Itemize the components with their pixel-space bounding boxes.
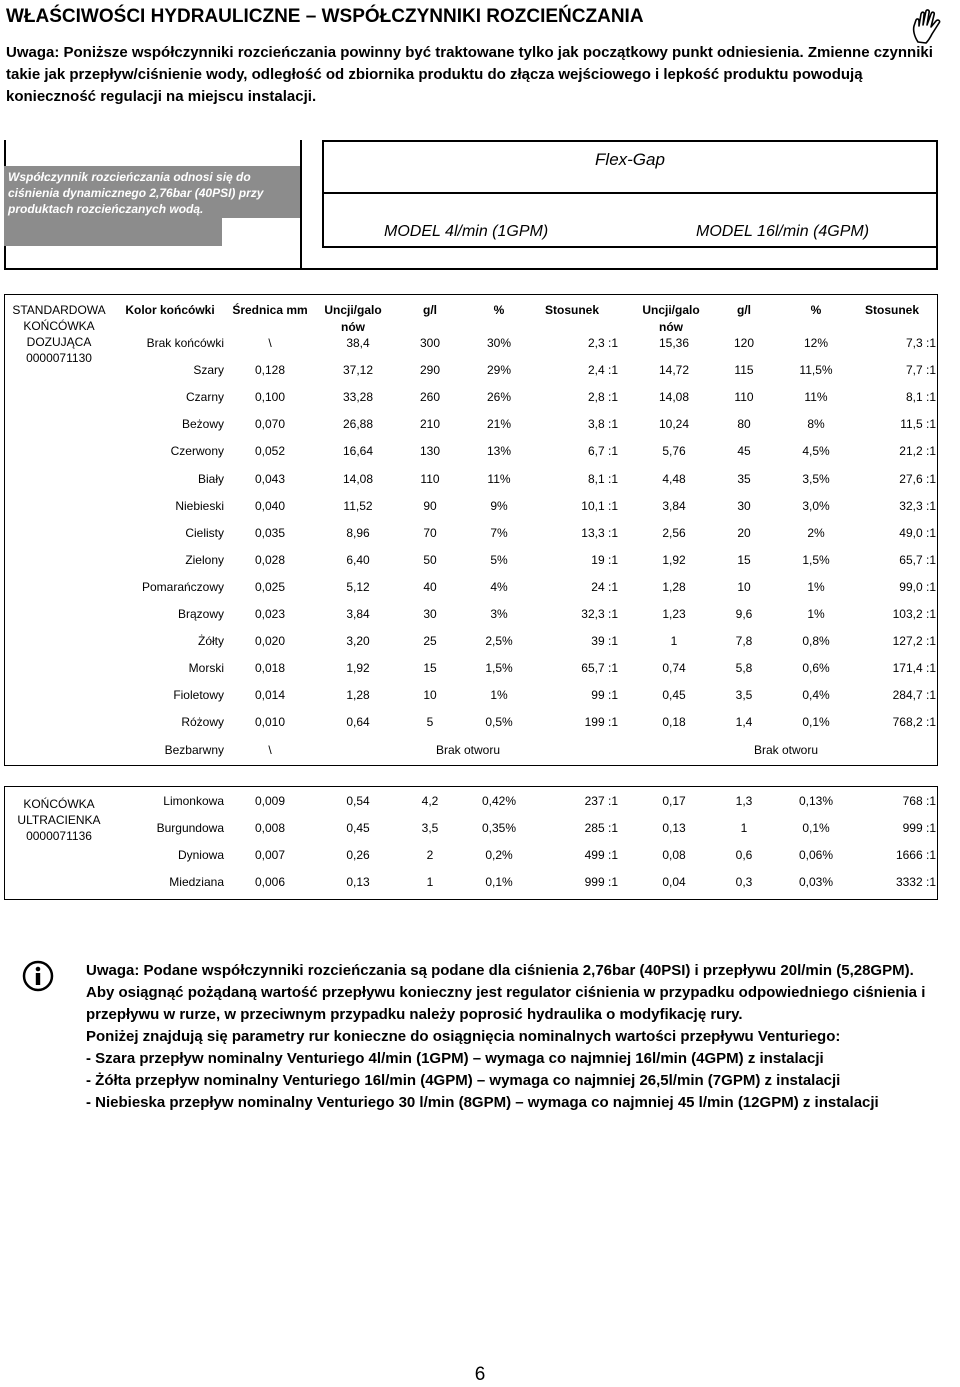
table-cell: 40 bbox=[423, 580, 437, 594]
table-cell: 13% bbox=[486, 444, 512, 458]
table-cell: 0,128 bbox=[254, 363, 286, 377]
table-cell: 284,7 :1 bbox=[892, 688, 936, 702]
table-cell: 0,35% bbox=[481, 821, 517, 835]
table-cell: 0,028 bbox=[254, 553, 286, 567]
table-cell: 171,4 :1 bbox=[892, 661, 936, 675]
table-cell: Pomarańczowy bbox=[141, 580, 224, 594]
table-cell: 1,92 bbox=[662, 553, 686, 567]
table-cell: 37,12 bbox=[342, 363, 374, 377]
table-cell: Niebieski bbox=[175, 499, 224, 513]
table-cell: 499 :1 bbox=[584, 848, 618, 862]
table-cell: 0,014 bbox=[254, 688, 286, 702]
table-cell: 130 bbox=[419, 444, 441, 458]
table-cell: Żółty bbox=[197, 634, 224, 648]
table-cell: 25 bbox=[423, 634, 437, 648]
table-cell: \ bbox=[268, 336, 272, 350]
table-cell: 30% bbox=[486, 336, 512, 350]
table-cell: 0,052 bbox=[254, 444, 286, 458]
header-pct-m2: % bbox=[810, 303, 822, 317]
table-cell: Fioletowy bbox=[173, 688, 224, 702]
table-cell: 0,1% bbox=[485, 875, 513, 889]
table-cell: 49,0 :1 bbox=[899, 526, 936, 540]
table-cell: 1,5% bbox=[802, 553, 830, 567]
table-cell: 65,7 :1 bbox=[581, 661, 618, 675]
table-cell: 999 :1 bbox=[584, 875, 618, 889]
table-cell: Beżowy bbox=[181, 417, 224, 431]
table-cell: 0,5% bbox=[485, 715, 513, 729]
table-cell: 0,03% bbox=[798, 875, 834, 889]
table-cell: \ bbox=[268, 743, 272, 757]
table-cell: 6,7 :1 bbox=[587, 444, 618, 458]
table-cell: 8,1 :1 bbox=[905, 390, 936, 404]
table-cell: 10 bbox=[423, 688, 437, 702]
table-cell: 35 bbox=[737, 472, 751, 486]
table-cell: 4,5% bbox=[802, 444, 830, 458]
table-cell: 2,8 :1 bbox=[587, 390, 618, 404]
table-cell: 21% bbox=[486, 417, 512, 431]
table-cell: 0,17 bbox=[662, 794, 686, 808]
table-cell: 4,48 bbox=[662, 472, 686, 486]
table-cell: 11,5% bbox=[799, 363, 833, 377]
table-cell: 32,3 :1 bbox=[581, 607, 618, 621]
table-cell: 99 :1 bbox=[591, 688, 618, 702]
table-cell: 14,08 bbox=[342, 472, 374, 486]
table-cell: 1% bbox=[807, 607, 825, 621]
table-cell: Brak otworu bbox=[753, 743, 819, 757]
table-cell: 1 bbox=[670, 634, 678, 648]
table-cell: 2 bbox=[426, 848, 434, 862]
table-cell: 45 bbox=[737, 444, 751, 458]
notes-block bbox=[86, 960, 956, 1114]
table-cell: 0,018 bbox=[254, 661, 286, 675]
table-cell: Brak otworu bbox=[435, 743, 501, 757]
table-cell: 1,5% bbox=[485, 661, 513, 675]
table-cell: 7,8 bbox=[735, 634, 753, 648]
table-cell: 10 bbox=[737, 580, 751, 594]
table-cell: Dyniowa bbox=[177, 848, 224, 862]
table-cell: 0,08 bbox=[662, 848, 686, 862]
table-cell: 38,4 bbox=[346, 336, 370, 350]
table-cell: Cielisty bbox=[185, 526, 224, 540]
note-line: Poniżej znajdują się parametry rur konieczne do osiągnięcia nominalnych wartości przepływu Venturiego: bbox=[86, 1028, 841, 1045]
table-cell: 9,6 bbox=[735, 607, 753, 621]
table-cell: 20 bbox=[737, 526, 751, 540]
table-cell: 99,0 :1 bbox=[899, 580, 936, 594]
table-cell: 0,006 bbox=[254, 875, 286, 889]
header-stosunek-m2: Stosunek bbox=[864, 303, 919, 317]
table-cell: Czarny bbox=[185, 390, 224, 404]
table-cell: 3332 :1 bbox=[895, 875, 936, 889]
table-cell: 0,18 bbox=[662, 715, 686, 729]
grey-note-background bbox=[4, 218, 222, 246]
table-cell: 2,56 bbox=[662, 526, 686, 540]
header-stosunek-m1: Stosunek bbox=[544, 303, 599, 317]
model-1-title: MODEL 4l/min (1GPM) bbox=[384, 223, 549, 240]
note-line: Aby osiągnąć pożądaną wartość przepływu konieczny jest regulator ciśnienia w przypadku odpowiedniego ciśnienia i przepływu w rurze, w przeciwnym przypadku należy poprosić hydraulika o modyfikację rury. bbox=[86, 984, 926, 1023]
table-cell: 1% bbox=[490, 688, 508, 702]
header-uncji-m2: Uncji/galo nów bbox=[642, 303, 700, 334]
table-cell: 3,84 bbox=[662, 499, 686, 513]
table-cell: 3,84 bbox=[346, 607, 370, 621]
table-cell: 90 bbox=[423, 499, 437, 513]
table-cell: 7,7 :1 bbox=[905, 363, 936, 377]
table-cell: 1 bbox=[740, 821, 748, 835]
table-cell: 21,2 :1 bbox=[899, 444, 936, 458]
table-cell: Biały bbox=[197, 472, 224, 486]
table-cell: 8% bbox=[807, 417, 825, 431]
table-cell: 0,64 bbox=[346, 715, 370, 729]
table-cell: 1666 :1 bbox=[895, 848, 936, 862]
table-cell: 0,007 bbox=[254, 848, 286, 862]
table-cell: 0,74 bbox=[662, 661, 686, 675]
table-cell: 7,3 :1 bbox=[905, 336, 936, 350]
table-cell: 0,13 bbox=[346, 875, 370, 889]
table-cell: 10,24 bbox=[658, 417, 690, 431]
table-cell: Burgundowa bbox=[156, 821, 224, 835]
table-cell: Brązowy bbox=[177, 607, 224, 621]
header-uncji-m1: Uncji/galo nów bbox=[324, 303, 382, 334]
table-cell: 2% bbox=[807, 526, 825, 540]
table-cell: 0,043 bbox=[254, 472, 286, 486]
table-cell: 16,64 bbox=[342, 444, 374, 458]
table-cell: 30 bbox=[423, 607, 437, 621]
table-cell: Limonkowa bbox=[163, 794, 224, 808]
page-title: WŁAŚCIWOŚCI HYDRAULICZNE – WSPÓŁCZYNNIKI ROZCIEŃCZANIA bbox=[6, 6, 644, 27]
table-cell: 39 :1 bbox=[591, 634, 618, 648]
table-cell: 2,3 :1 bbox=[587, 336, 618, 350]
table-cell: Miedziana bbox=[169, 875, 224, 889]
table-cell: 26% bbox=[486, 390, 512, 404]
table-cell: 1,3 bbox=[735, 794, 753, 808]
table-cell: 15 bbox=[737, 553, 751, 567]
table-cell: 3,20 bbox=[346, 634, 370, 648]
table-cell: 26,88 bbox=[342, 417, 374, 431]
table-cell: 0,040 bbox=[254, 499, 286, 513]
table-cell: 120 bbox=[733, 336, 755, 350]
header-srednica: Średnica mm bbox=[232, 303, 308, 317]
table-cell: 5,8 bbox=[735, 661, 753, 675]
table-cell: 1,92 bbox=[346, 661, 370, 675]
table-cell: 999 :1 bbox=[902, 821, 936, 835]
table-cell: 80 bbox=[737, 417, 751, 431]
table-cell: 0,020 bbox=[254, 634, 286, 648]
table-cell: Bezbarwny bbox=[164, 743, 224, 757]
table-cell: 1 bbox=[426, 875, 434, 889]
table-cell: 768 :1 bbox=[902, 794, 936, 808]
table-cell: 11,52 bbox=[343, 499, 373, 513]
table-cell: 1,4 bbox=[735, 715, 753, 729]
section1-label: STANDARDOWA KOŃCÓWKA DOZUJĄCA 0000071130 bbox=[12, 303, 106, 365]
table-cell: 0,4% bbox=[802, 688, 830, 702]
table-cell: 3,5% bbox=[802, 472, 830, 486]
table-cell: 285 :1 bbox=[584, 821, 618, 835]
note-line: - Szara przepływ nominalny Venturiego 4l/min (1GPM) – wymaga co najmniej 16l/min (4GPM) z instalacji bbox=[86, 1050, 824, 1067]
table-cell: 0,100 bbox=[254, 390, 286, 404]
table-cell: 32,3 :1 bbox=[899, 499, 936, 513]
table-cell: 11% bbox=[804, 390, 828, 404]
table-cell: 11% bbox=[487, 472, 511, 486]
table-cell: 29% bbox=[486, 363, 512, 377]
table-cell: 70 bbox=[423, 526, 437, 540]
table-cell: 0,13 bbox=[662, 821, 686, 835]
table-cell: 199 :1 bbox=[584, 715, 618, 729]
table-cell: 768,2 :1 bbox=[892, 715, 936, 729]
table-cell: Różowy bbox=[181, 715, 224, 729]
table-cell: 30 bbox=[737, 499, 751, 513]
table-cell: 0,008 bbox=[254, 821, 286, 835]
table-cell: 27,6 :1 bbox=[899, 472, 936, 486]
table-cell: 260 bbox=[419, 390, 441, 404]
hand-icon bbox=[910, 8, 944, 44]
table-cell: 3,5 bbox=[421, 821, 439, 835]
note-line: - Żółta przepływ nominalny Venturiego 16l/min (4GPM) – wymaga co najmniej 26,5l/min (7GPM) z instalacji bbox=[86, 1072, 841, 1089]
flex-gap-title: Flex-Gap bbox=[595, 150, 665, 169]
table-cell: 0,3 bbox=[735, 875, 753, 889]
table-cell: 0,035 bbox=[254, 526, 286, 540]
table-cell: 1,28 bbox=[662, 580, 686, 594]
table-cell: 14,72 bbox=[658, 363, 690, 377]
table-cell: 4% bbox=[490, 580, 508, 594]
table-cell: 0,45 bbox=[346, 821, 370, 835]
table-cell: 19 :1 bbox=[591, 553, 618, 567]
table-cell: 0,1% bbox=[802, 715, 830, 729]
model-2-title: MODEL 16l/min (4GPM) bbox=[696, 223, 870, 240]
page-number: 6 bbox=[474, 1364, 486, 1385]
table-cell: 5% bbox=[490, 553, 508, 567]
header-gl-m2: g/l bbox=[737, 303, 751, 317]
table-cell: 7% bbox=[490, 526, 508, 540]
table-cell: Czerwony bbox=[170, 444, 224, 458]
table-cell: 127,2 :1 bbox=[892, 634, 936, 648]
table-cell: 0,009 bbox=[254, 794, 286, 808]
table-cell: 3% bbox=[490, 607, 508, 621]
table-cell: 4,2 bbox=[421, 794, 439, 808]
table-cell: 115 bbox=[734, 363, 754, 377]
table-cell: 3,5 bbox=[735, 688, 753, 702]
table-cell: 0,26 bbox=[346, 848, 370, 862]
table-cell: Zielony bbox=[185, 553, 224, 567]
table-cell: 8,1 :1 bbox=[587, 472, 618, 486]
table-cell: 0,45 bbox=[662, 688, 686, 702]
table-cell: 0,025 bbox=[254, 580, 286, 594]
note-line: - Niebieska przepływ nominalny Venturiego 30 l/min (8GPM) – wymaga co najmniej 45 l/min (12GPM) z instalacji bbox=[86, 1094, 879, 1111]
table-cell: 50 bbox=[423, 553, 437, 567]
table-cell: 110 bbox=[420, 472, 440, 486]
info-icon bbox=[22, 960, 54, 992]
table-cell: 13,3 :1 bbox=[581, 526, 618, 540]
table-cell: 0,6 bbox=[735, 848, 753, 862]
table-cell: 1,28 bbox=[346, 688, 370, 702]
table-cell: Morski bbox=[188, 661, 224, 675]
table-cell: 0,2% bbox=[485, 848, 513, 862]
table-cell: 3,8 :1 bbox=[587, 417, 618, 431]
table-cell: 24 :1 bbox=[591, 580, 618, 594]
table-cell: 6,40 bbox=[346, 553, 370, 567]
dilution-note: Współczynnik rozcieńczania odnosi się do ciśnienia dynamicznego 2,76bar (40PSI) przy produktach rozcieńczanych wodą. bbox=[4, 166, 300, 218]
table-cell: 2,4 :1 bbox=[587, 363, 618, 377]
table-cell: 0,06% bbox=[798, 848, 834, 862]
header-kolor: Kolor końcówki bbox=[125, 303, 215, 317]
table-cell: 8,96 bbox=[346, 526, 370, 540]
note-line: Uwaga: Podane współczynniki rozcieńczania są podane dla ciśnienia 2,76bar (40PSI) i przepływu 20l/min (5,28GPM). bbox=[86, 962, 914, 979]
table-cell: 11,5 :1 bbox=[900, 417, 936, 431]
table-cell: 0,010 bbox=[254, 715, 286, 729]
table-cell: 0,1% bbox=[802, 821, 830, 835]
table-cell: 12% bbox=[803, 336, 829, 350]
header-pct-m1: % bbox=[493, 303, 505, 317]
table-cell: 2,5% bbox=[485, 634, 513, 648]
table-cell: 65,7 :1 bbox=[899, 553, 936, 567]
table-cell: 0,8% bbox=[802, 634, 830, 648]
table-cell: 15 bbox=[423, 661, 437, 675]
table-cell: 103,2 :1 bbox=[892, 607, 936, 621]
table-cell: 1% bbox=[807, 580, 825, 594]
table-cell: 290 bbox=[419, 363, 441, 377]
table-cell: 3,0% bbox=[802, 499, 830, 513]
section2-label: KOŃCÓWKA ULTRACIENKA 0000071136 bbox=[17, 797, 101, 843]
table-cell: Brak końcówki bbox=[146, 336, 224, 350]
table-cell: 0,13% bbox=[798, 794, 834, 808]
table-cell: 110 bbox=[734, 390, 754, 404]
table-cell: 0,070 bbox=[254, 417, 286, 431]
table-cell: 300 bbox=[419, 336, 441, 350]
table-cell: 1,23 bbox=[662, 607, 686, 621]
table-cell: 14,08 bbox=[658, 390, 690, 404]
header-gl-m1: g/l bbox=[423, 303, 437, 317]
table-cell: Szary bbox=[193, 363, 224, 377]
table-cell: 0,42% bbox=[481, 794, 517, 808]
table-cell: 0,023 bbox=[254, 607, 286, 621]
table-cell: 0,54 bbox=[346, 794, 370, 808]
table-cell: 237 :1 bbox=[584, 794, 618, 808]
table-cell: 10,1 :1 bbox=[581, 499, 618, 513]
table-cell: 0,6% bbox=[802, 661, 830, 675]
table-cell: 5 bbox=[426, 715, 434, 729]
table-cell: 5,12 bbox=[346, 580, 370, 594]
table-cell: 33,28 bbox=[342, 390, 374, 404]
table-cell: 9% bbox=[490, 499, 508, 513]
table-cell: 0,04 bbox=[662, 875, 686, 889]
warning-text: Uwaga: Poniższe współczynniki rozcieńczania powinny być traktowane tylko jak początkowy punkt odniesienia. Zmienne czynniki takie jak przepływ/ciśnienie wody, odległość od zbiornika produktu do złącza wejściowego i lepkość produktu powodują konieczność regulacji na miejscu instalacji. bbox=[6, 44, 933, 105]
table-cell: 15,36 bbox=[658, 336, 690, 350]
table-cell: 210 bbox=[419, 417, 441, 431]
table-cell: 5,76 bbox=[662, 444, 686, 458]
